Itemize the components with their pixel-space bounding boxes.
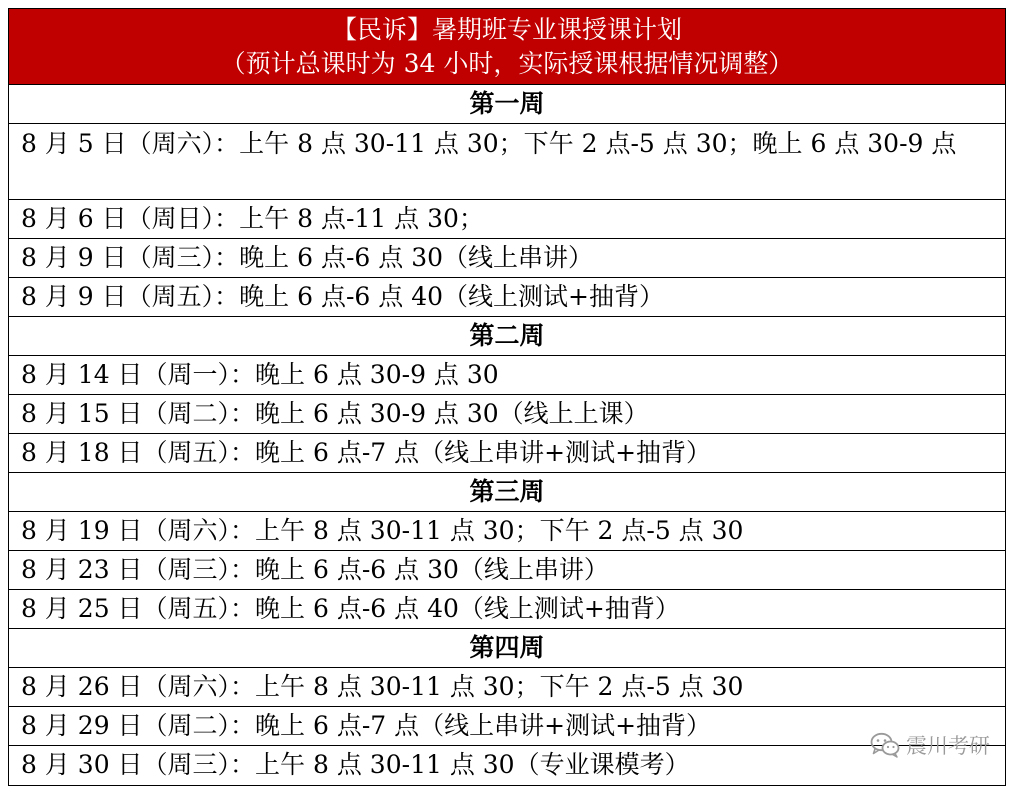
week-heading: 第三周: [9, 473, 1005, 512]
week-heading: 第一周: [9, 85, 1005, 124]
table-title: 【民诉】暑期班专业课授课计划: [331, 14, 682, 44]
table-subtitle: （预计总课时为 34 小时，实际授课根据情况调整）: [220, 48, 794, 78]
schedule-row: 8 月 5 日（周六）：上午 8 点 30-11 点 30；下午 2 点-5 点 30；晚上 6 点 30-9 点: [9, 124, 1005, 200]
schedule-row: 8 月 23 日（周三）：晚上 6 点-6 点 30（线上串讲）: [9, 551, 1005, 590]
week-heading: 第四周: [9, 629, 1005, 668]
schedule-row: 8 月 30 日（周三）：上午 8 点 30-11 点 30（专业课模考）: [21, 750, 690, 779]
schedule-row: 8 月 25 日（周五）：晚上 6 点-6 点 40（线上测试+抽背）: [9, 590, 1005, 629]
schedule-row: 8 月 18 日（周五）：晚上 6 点-7 点（线上串讲+测试+抽背）: [9, 434, 1005, 473]
schedule-row: 8 月 6 日（周日）：上午 8 点-11 点 30；: [9, 200, 1005, 239]
schedule-row: 8 月 9 日（周三）：晚上 6 点-6 点 30（线上串讲）: [9, 239, 1005, 278]
schedule-table: [8, 8, 1006, 786]
schedule-row: 8 月 26 日（周六）：上午 8 点 30-11 点 30；下午 2 点-5 点 30: [9, 668, 1005, 707]
week-heading: 第二周: [9, 317, 1005, 356]
schedule-row: 8 月 9 日（周五）：晚上 6 点-6 点 40（线上测试+抽背）: [9, 278, 1005, 317]
table-header: [9, 9, 1005, 85]
watermark-text: 震川考研: [906, 734, 990, 758]
schedule-row: 8 月 29 日（周二）：晚上 6 点-7 点（线上串讲+测试+抽背）: [9, 707, 1005, 746]
watermark: [870, 730, 990, 760]
wechat-icon: [870, 732, 900, 758]
schedule-row: 8 月 14 日（周一）：晚上 6 点 30-9 点 30: [9, 356, 1005, 395]
schedule-row: 8 月 15 日（周二）：晚上 6 点 30-9 点 30（线上上课）: [9, 395, 1005, 434]
schedule-row: 8 月 19 日（周六）：上午 8 点 30-11 点 30；下午 2 点-5 点 30: [9, 512, 1005, 551]
